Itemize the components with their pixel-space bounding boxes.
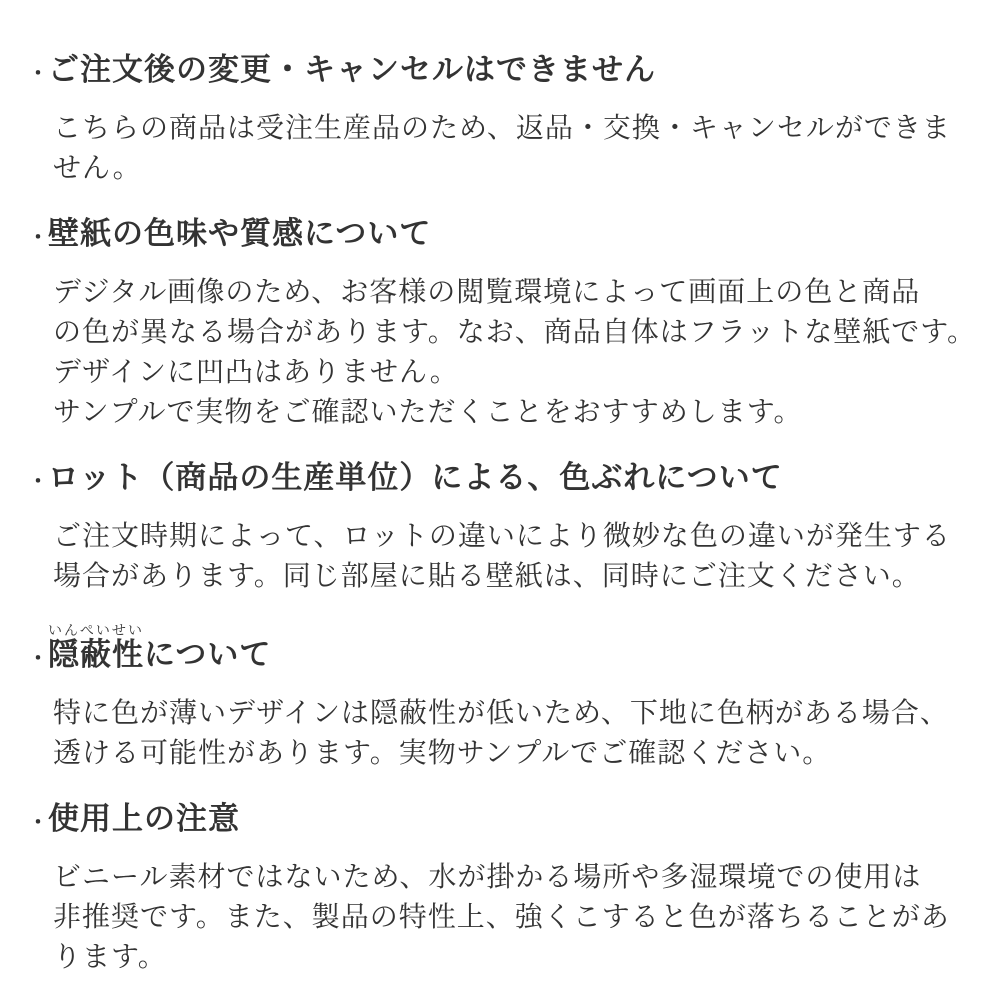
body-line: ビニール素材ではないため、水が掛かる場所や多湿環境での使用は <box>53 861 922 892</box>
section-heading <box>28 622 986 679</box>
bullet-icon: ・ <box>28 648 49 670</box>
section-title: 壁紙の色味や質感について <box>48 216 432 251</box>
section-title <box>48 622 271 675</box>
section-heading <box>28 214 986 258</box>
body-line: 特に色が薄いデザインは隠蔽性が低いため、下地に色柄がある場合、 <box>53 697 949 728</box>
body-line: サンプルで実物をご確認いただくことをおすすめします。 <box>53 396 803 427</box>
section-body <box>53 108 986 188</box>
body-line: ります。 <box>53 941 167 972</box>
body-line: せん。 <box>53 152 142 183</box>
body-line: こちらの商品は受注生産品のため、返品・交換・キャンセルができま <box>53 112 951 143</box>
body-line: 非推奨です。また、製品の特性上、強くこすると色が落ちることがあ <box>53 901 950 932</box>
notice-section-usage-caution <box>28 799 986 977</box>
body-line: の色が異なる場合があります。なお、商品自体はフラットな壁紙です。 <box>53 316 976 347</box>
ruby-base-text: 隠蔽性 <box>48 637 144 672</box>
section-heading <box>28 50 986 94</box>
section-title: ロット（商品の生産単位）による、色ぶれについて <box>48 460 783 495</box>
bullet-icon: ・ <box>28 471 49 493</box>
notice-section-opacity <box>28 622 986 773</box>
bullet-icon: ・ <box>28 227 49 249</box>
section-body <box>53 272 986 432</box>
body-line: ご注文時期によって、ロットの違いにより微妙な色の違いが発生する <box>53 520 951 551</box>
ruby-furigana-text: いんぺいせい <box>48 622 144 638</box>
notice-section-cancel-policy <box>28 50 986 188</box>
section-title: ご注文後の変更・キャンセルはできません <box>48 52 656 87</box>
body-line: 場合があります。同じ部屋に貼る壁紙は、同時にご注文ください。 <box>53 560 921 591</box>
section-body <box>53 857 986 977</box>
section-title: 使用上の注意 <box>48 801 240 836</box>
section-body <box>53 516 986 596</box>
section-heading <box>28 799 986 843</box>
section-title-ruby <box>48 622 144 672</box>
bullet-icon: ・ <box>28 812 49 834</box>
notice-section-color-texture <box>28 214 986 432</box>
body-line: デジタル画像のため、お客様の閲覧環境によって画面上の色と商品 <box>53 276 921 307</box>
notice-section-lot-variation <box>28 458 986 596</box>
bullet-icon: ・ <box>28 63 49 85</box>
body-line: デザインに凹凸はありません。 <box>53 356 459 387</box>
body-line: 透ける可能性があります。実物サンプルでご確認ください。 <box>53 737 832 768</box>
section-title-rest: について <box>144 637 272 672</box>
section-heading <box>28 458 986 502</box>
section-body <box>53 693 986 773</box>
